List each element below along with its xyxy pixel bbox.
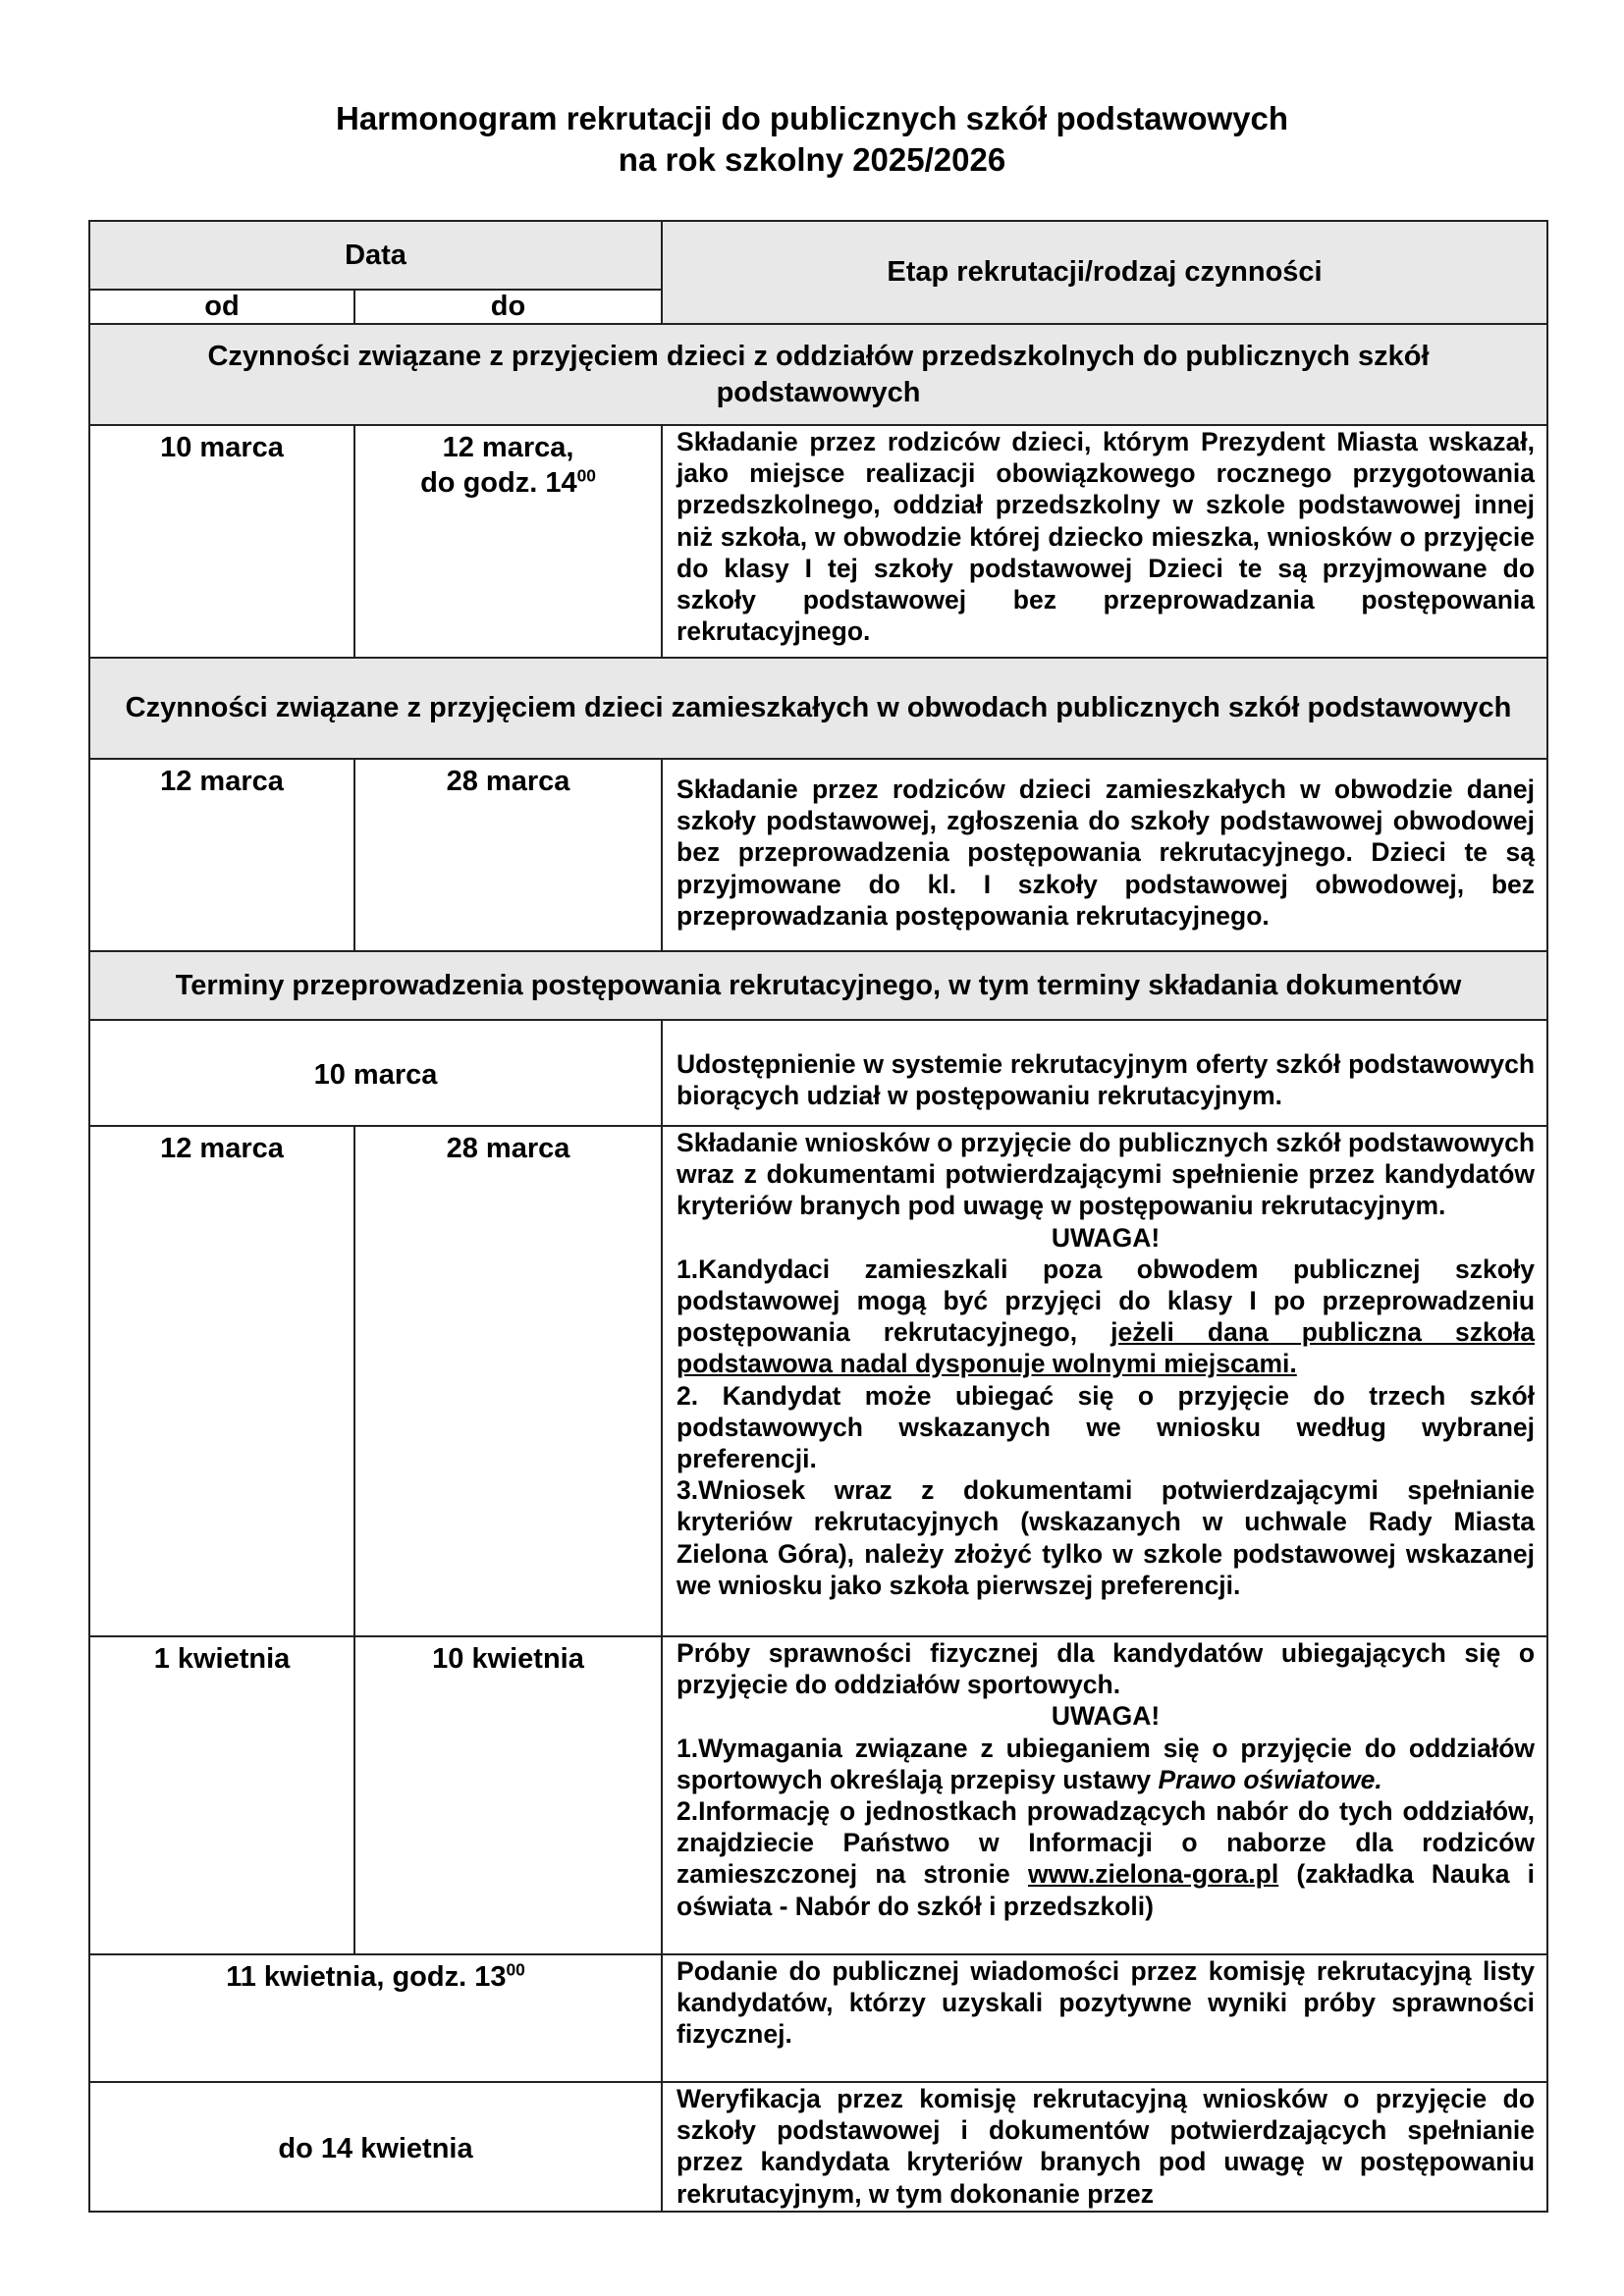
date-to-time: do godz. 14 xyxy=(420,467,577,499)
section-header-row xyxy=(89,658,1547,759)
date-time-minutes: 00 xyxy=(506,1959,525,1980)
note-title: UWAGA! xyxy=(1051,1701,1161,1732)
stage-description xyxy=(662,425,1547,658)
table-row xyxy=(89,759,1547,951)
title-line-2: na rok szkolny 2025/2026 xyxy=(618,141,1006,178)
section-header-row xyxy=(89,951,1547,1020)
date-to: 28 marca xyxy=(354,1126,662,1636)
stage-description xyxy=(662,2082,1547,2212)
description-text: Składanie przez rodziców dzieci zamieszkałych w obwodzie danej szkoły podstawowej, zgłoszenia do szkoły podstawowej obwodowej bez przeprowadzenia postępowania rekrutacyjnego. Dzieci te są przyjmowane do kl. I szkoły podstawowej obwodowej, bez przeprowadzania postępowania rekrutacyjnego. xyxy=(677,774,1536,931)
description-text: Udostępnienie w systemie rekrutacyjnym oferty szkół podstawowych biorących udział w postępowaniu rekrutacyjnym. xyxy=(677,1049,1536,1111)
note-2 xyxy=(677,1795,1535,1922)
table-header-row xyxy=(89,221,1547,290)
stage-description xyxy=(662,1954,1547,2082)
date-to xyxy=(354,425,662,658)
note-3: 3.Wniosek wraz z dokumentami potwierdzającymi spełnianie kryteriów rekrutacyjnych (wskazanych w uchwale Rady Miasta Zielona Góra), należy złożyć tylko w szkole podstawowej wskazanej we wniosku jako szkoła pierwszej preferencji. xyxy=(677,1475,1536,1600)
table-row xyxy=(89,2082,1547,2212)
date-to: 10 kwietnia xyxy=(354,1636,662,1954)
schedule-table xyxy=(88,220,1548,2213)
date-from: 12 marca xyxy=(89,759,354,951)
date-to-line2 xyxy=(355,465,661,501)
note-2-text: 2.Informację o jednostkach prowadzących nabór do tych oddziałów, znajdziecie Państwo w Informacji o naborze dla rodziców zamieszczonej na stronie xyxy=(677,1796,1536,1890)
stage-description xyxy=(662,759,1547,951)
table-row xyxy=(89,1954,1547,2082)
date-to-line1: 12 marca, xyxy=(442,432,574,463)
date-single: 10 marca xyxy=(89,1020,662,1126)
date-to-time-minutes: 00 xyxy=(576,465,596,486)
section-header-row xyxy=(89,324,1547,425)
date-from: 1 kwietnia xyxy=(89,1636,354,1954)
description-text: Składanie przez rodziców dzieci, którym Prezydent Miasta wskazał, jako miejsce realizacji obowiązkowego rocznego przygotowania przedszkolnego, oddział przedszkolny w szkole podstawowej innej niż szkoła, w obwodzie której dziecko mieszka, wniosków o przyjęcie do klasy I tej szkoły podstawowej Dzieci te są przyjmowane do szkoły podstawowej bez przeprowadzania postępowania rekrutacyjnego. xyxy=(677,427,1536,647)
title-line-1: Harmonogram rekrutacji do publicznych szkół podstawowych xyxy=(335,100,1289,136)
note-1 xyxy=(677,1733,1535,1795)
section-title: Czynności związane z przyjęciem dzieci zamieszkałych w obwodach publicznych szkół podstawowych xyxy=(89,658,1547,759)
description-text: Próby sprawności fizycznej dla kandydatów ubiegających się o przyjęcie do oddziałów sportowych. xyxy=(677,1638,1536,1700)
description-text: Weryfikacja przez komisję rekrutacyjną wniosków o przyjęcie do szkoły podstawowej i dokumentów potwierdzających spełnianie przez kandydata kryteriów branych pod uwagę w postępowaniu rekrutacyjnym, w tym dokonanie przez xyxy=(677,2084,1536,2209)
header-date: Data xyxy=(89,221,662,290)
section-title: Terminy przeprowadzenia postępowania rekrutacyjnego, w tym terminy składania dokumentów xyxy=(89,951,1547,1020)
table-row xyxy=(89,425,1547,658)
header-to: do xyxy=(354,290,662,324)
section-title: Czynności związane z przyjęciem dzieci z oddziałów przedszkolnych do publicznych szkół podstawowych xyxy=(89,324,1547,425)
description-text: Podanie do publicznej wiadomości przez komisję rekrutacyjną listy kandydatów, którzy uzyskali pozytywne wyniki próby sprawności fizycznej. xyxy=(677,1956,1536,2050)
date-to: 28 marca xyxy=(354,759,662,951)
date-single: do 14 kwietnia xyxy=(89,2082,662,2212)
stage-description xyxy=(662,1126,1547,1636)
note-title: UWAGA! xyxy=(1051,1222,1161,1253)
description-text: Składanie wniosków o przyjęcie do publicznych szkół podstawowych wraz z dokumentami potwierdzającymi spełnienie przez kandydatów kryteriów branych pod uwagę w postępowaniu rekrutacyjnym. xyxy=(677,1128,1536,1221)
date-from: 10 marca xyxy=(89,425,354,658)
document-title xyxy=(0,98,1624,181)
note-2-tail: (zakładka Nauka i oświata - Nabór do szkół i przedszkoli) xyxy=(677,1859,1536,1921)
note-1-underlined: jeżeli dana publiczna szkoła podstawowa nadal dysponuje wolnymi miejscami. xyxy=(677,1317,1536,1379)
note-1 xyxy=(677,1254,1535,1380)
header-from: od xyxy=(89,290,354,324)
stage-description xyxy=(662,1636,1547,1954)
table-row xyxy=(89,1126,1547,1636)
website-link[interactable]: www.zielona-gora.pl xyxy=(1027,1859,1279,1890)
note-2: 2. Kandydat może ubiegać się o przyjęcie do trzech szkół podstawowych wskazanych we wniosku według wybranej preferencji. xyxy=(677,1380,1536,1474)
stage-description xyxy=(662,1020,1547,1126)
date-single xyxy=(89,1954,662,2082)
note-1-text: 1.Kandydaci zamieszkali poza obwodem publicznej szkoły podstawowej mogą być przyjęci do klasy I po przeprowadzeniu postępowania rekrutacyjnego, xyxy=(677,1254,1536,1348)
table-row xyxy=(89,1636,1547,1954)
table-row xyxy=(89,1020,1547,1126)
note-1-italic: Prawo oświatowe. xyxy=(1158,1764,1382,1794)
header-stage: Etap rekrutacji/rodzaj czynności xyxy=(662,221,1547,324)
note-1-text: 1.Wymagania związane z ubieganiem się o przyjęcie do oddziałów sportowych określają przepisy ustawy xyxy=(677,1733,1536,1794)
date-from: 12 marca xyxy=(89,1126,354,1636)
date-text: 11 kwietnia, godz. 13 xyxy=(226,1961,507,1993)
